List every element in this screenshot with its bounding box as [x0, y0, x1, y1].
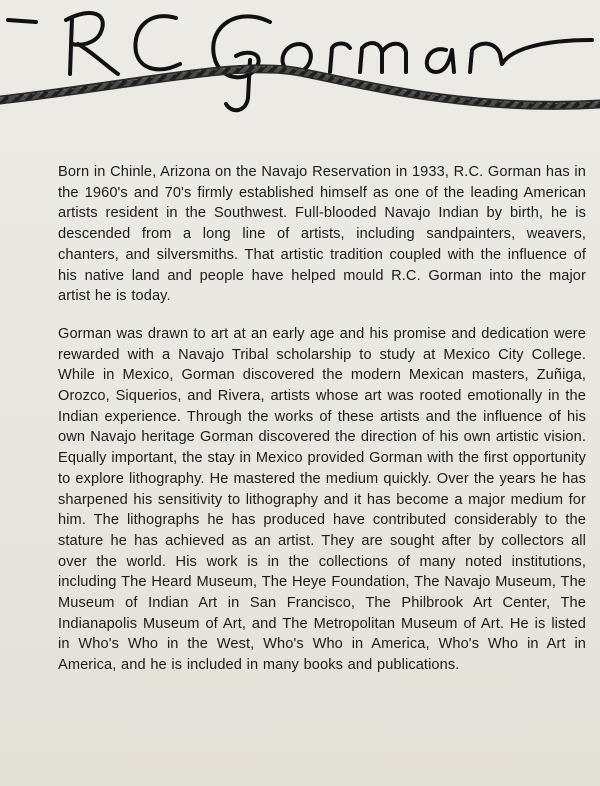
signature-strokes	[8, 13, 592, 110]
header	[0, 0, 600, 130]
signature-graphic	[0, 0, 600, 130]
cord	[0, 67, 600, 106]
paragraph-biography-career: Gorman was drawn to art at an early age and his promise and dedication were rewarded with a Navajo Tribal scholarship to study at Mexico City College. While in Mexico, Gorman discovered the modern Mexican masters, Zuñiga, Orozco, Siquerios, and Rivera, artists whose art was rooted emotionally in the Indian experience. Through the works of these artists and the influence of his own Navajo heritage Gorman discovered the direction of his own artistic vision. Equally important, the stay in Mexico provided Gorman with the first opportunity to explore lithography. He mastered the medium quickly. Over the years he has sharpened his sensitivity to lithography and it has become a major medium for him. The lithographs he has produced have contributed considerably to the stature he has achieved as an artist. They are sought after by collectors all over the world. His work is in the collections of many noted institutions, including The Heard Museum, The Heye Foundation, The Navajo Museum, The Museum of Indian Art in San Francisco, The Philbrook Art Center, The Indianapolis Museum of Art, and The Metropolitan Museum of Art. He is listed in Who's Who in the West, Who's Who in America, Who's Who in Art in America, and he is included in many books and publications.	[58, 325, 586, 674]
article-body	[58, 162, 586, 676]
paragraph-biography-intro: Born in Chinle, Arizona on the Navajo Reservation in 1933, R.C. Gorman has in the 1960's and 70's firmly established himself as one of the leading American artists resident in the Southwest. Full-blooded Navajo Indian by birth, he is descended from a long line of artists, including sandpainters, weavers, chanters, and silversmiths. That artistic tradition coupled with the influence of his native land and people have helped mould R.C. Gorman into the major artist he is today.	[58, 164, 586, 305]
